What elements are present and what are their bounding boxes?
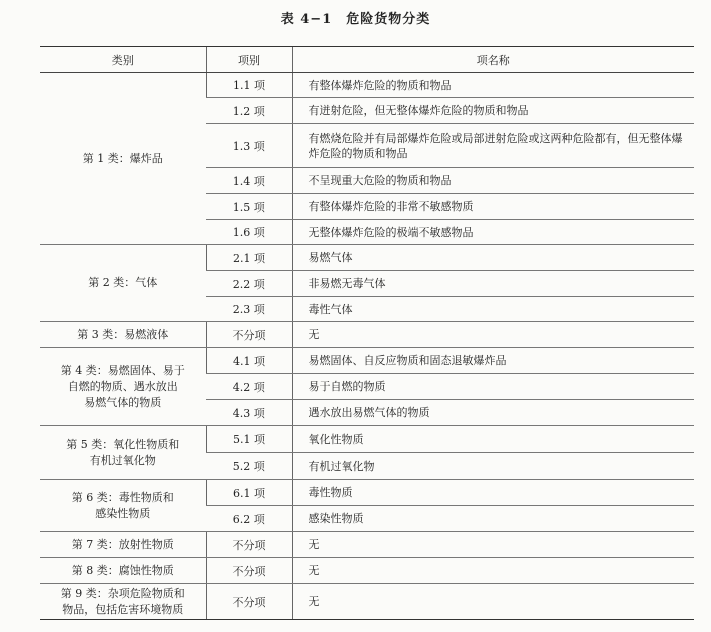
division-cell: 1.2 项 — [206, 98, 292, 124]
division-name-cell: 感染性物质 — [292, 506, 694, 532]
division-name-cell: 无整体爆炸危险的极端不敏感物品 — [292, 220, 694, 245]
division-cell: 1.4 项 — [206, 168, 292, 194]
division-name-cell: 不呈现重大危险的物质和物品 — [292, 168, 694, 194]
division-name-cell: 遇水放出易燃气体的物质 — [292, 400, 694, 426]
division-cell: 1.1 项 — [206, 73, 292, 98]
table-row — [40, 245, 694, 271]
division-name-cell: 易燃固体、自反应物质和固态退敏爆炸品 — [292, 348, 694, 374]
division-cell: 6.1 项 — [206, 480, 292, 506]
division-name-cell: 有迸射危险，但无整体爆炸危险的物质和物品 — [292, 98, 694, 124]
category-cell: 第 1 类：爆炸品 — [40, 73, 206, 245]
division-name-cell: 有燃烧危险并有局部爆炸危险或局部迸射危险或这两种危险都有，但无整体爆炸危险的物质和物品 — [292, 124, 694, 168]
division-name-cell: 非易燃无毒气体 — [292, 271, 694, 297]
division-name-cell: 无 — [292, 558, 694, 584]
division-name-cell: 易燃气体 — [292, 245, 694, 271]
division-name-cell: 无 — [292, 584, 694, 620]
division-name-cell: 有机过氧化物 — [292, 453, 694, 480]
division-name-cell: 有整体爆炸危险的非常不敏感物质 — [292, 194, 694, 220]
division-name-cell: 毒性物质 — [292, 480, 694, 506]
header-category: 类别 — [40, 47, 206, 73]
division-cell: 1.5 项 — [206, 194, 292, 220]
table-row — [40, 558, 694, 584]
table-title: 表 4−1 危险货物分类 — [280, 12, 431, 27]
division-name-cell: 易于自燃的物质 — [292, 374, 694, 400]
division-cell: 1.3 项 — [206, 124, 292, 168]
division-cell: 4.3 项 — [206, 400, 292, 426]
table-body — [40, 73, 694, 620]
division-cell: 1.6 项 — [206, 220, 292, 245]
table-header-row — [40, 47, 694, 73]
table-row — [40, 322, 694, 348]
hazard-classification-table — [40, 46, 694, 620]
table-row — [40, 480, 694, 506]
division-cell: 4.2 项 — [206, 374, 292, 400]
table-row — [40, 532, 694, 558]
division-cell: 2.3 项 — [206, 297, 292, 322]
division-cell: 5.1 项 — [206, 426, 292, 453]
category-cell: 第 6 类：毒性物质和 感染性物质 — [40, 480, 206, 532]
category-cell: 第 3 类：易燃液体 — [40, 322, 206, 348]
division-cell: 不分项 — [206, 584, 292, 620]
table-row — [40, 426, 694, 453]
category-cell: 第 4 类：易燃固体、易于 自燃的物质、遇水放出 易燃气体的物质 — [40, 348, 206, 426]
category-cell: 第 2 类：气体 — [40, 245, 206, 322]
table-row — [40, 73, 694, 98]
category-cell: 第 7 类：放射性物质 — [40, 532, 206, 558]
division-name-cell: 无 — [292, 532, 694, 558]
category-cell: 第 9 类：杂项危险物质和 物品，包括危害环境物质 — [40, 584, 206, 620]
division-cell: 5.2 项 — [206, 453, 292, 480]
division-name-cell: 氧化性物质 — [292, 426, 694, 453]
category-cell: 第 8 类：腐蚀性物质 — [40, 558, 206, 584]
category-cell: 第 5 类：氧化性物质和 有机过氧化物 — [40, 426, 206, 480]
division-cell: 2.1 项 — [206, 245, 292, 271]
division-cell: 不分项 — [206, 322, 292, 348]
division-cell: 不分项 — [206, 558, 292, 584]
division-name-cell: 有整体爆炸危险的物质和物品 — [292, 73, 694, 98]
division-cell: 2.2 项 — [206, 271, 292, 297]
table-row — [40, 584, 694, 620]
table-row — [40, 348, 694, 374]
division-cell: 4.1 项 — [206, 348, 292, 374]
division-cell: 6.2 项 — [206, 506, 292, 532]
division-name-cell: 毒性气体 — [292, 297, 694, 322]
division-name-cell: 无 — [292, 322, 694, 348]
header-name: 项名称 — [292, 47, 694, 73]
division-cell: 不分项 — [206, 532, 292, 558]
header-division: 项别 — [206, 47, 292, 73]
